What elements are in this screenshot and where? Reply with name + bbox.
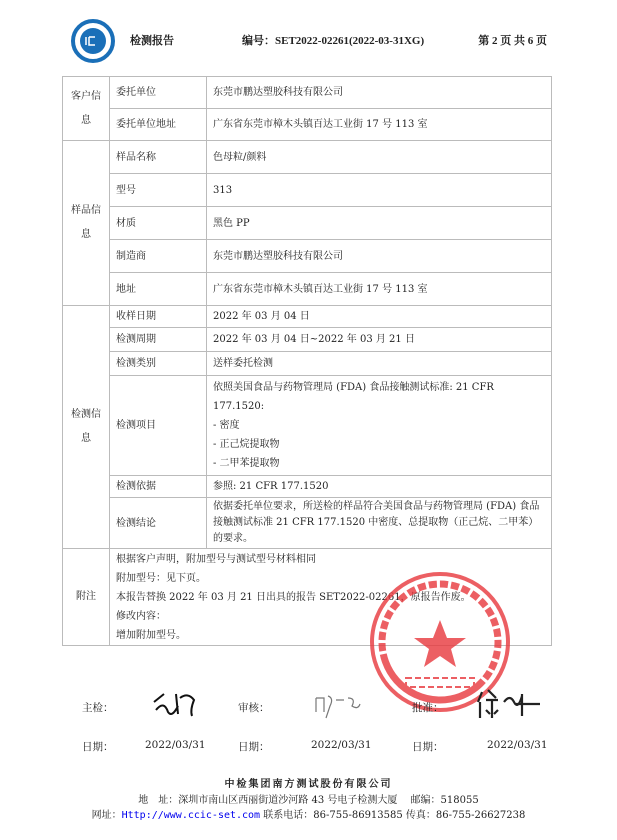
cell-value: 广东省东莞市樟木头镇百达工业街 17 号 113 室 xyxy=(207,109,552,141)
web-label: 网址： xyxy=(91,810,122,821)
phone-fax: 联系电话：86-755-86913585 传真：86-755-26627238 xyxy=(260,810,526,821)
group-customer: 客户信息 xyxy=(63,77,110,141)
approver-signature xyxy=(476,684,546,724)
report-title: 检测报告 xyxy=(130,35,174,47)
cell-label: 检测依据 xyxy=(110,476,207,498)
notes xyxy=(110,549,552,646)
cell-value: 依据委托单位要求，所送检的样品符合美国食品与药物管理局 (FDA) 食品接触测试标准 21 CFR 177.1520 中密度、总提取物（正己烷、二甲苯）的要求。 xyxy=(207,498,552,549)
report-number: 编号：SET2022-02261(2022-03-31XG) xyxy=(242,35,425,47)
cell-label: 材质 xyxy=(110,207,207,240)
cell-label: 检测类别 xyxy=(110,352,207,376)
reviewer-date: 2022/03/31 xyxy=(311,739,372,751)
cell-label: 检测项目 xyxy=(110,376,207,476)
page-number: 第 2 页 共 6 页 xyxy=(478,35,547,47)
group-sample: 样品信息 xyxy=(63,141,110,306)
cell-value: 黑色 PP xyxy=(207,207,552,240)
cell-label: 地址 xyxy=(110,273,207,306)
test-item: - 正己烷提取物 xyxy=(213,439,280,450)
report-table xyxy=(62,76,552,646)
reviewer-signature xyxy=(312,688,362,720)
cell-label: 制造商 xyxy=(110,240,207,273)
cell-value: 广东省东莞市樟木头镇百达工业街 17 号 113 室 xyxy=(207,273,552,306)
note-line: 根据客户声明，附加型号与测试型号材料相同 xyxy=(116,553,316,565)
website-link[interactable]: Http://www.ccic-set.com xyxy=(121,810,261,821)
cell-label: 型号 xyxy=(110,174,207,207)
cell-label: 检测结论 xyxy=(110,498,207,549)
note-line: 本报告替换 2022 年 03 月 21 日出具的报告 SET2022-02261，原报告作废。 xyxy=(116,591,471,603)
inspector-label: 主检： xyxy=(82,702,114,714)
test-item: - 密度 xyxy=(213,420,240,431)
note-line: 修改内容： xyxy=(116,610,166,622)
cell-value: 送样委托检测 xyxy=(207,352,552,376)
group-test: 检测信息 xyxy=(63,306,110,549)
cell-value: 2022 年 03 月 04 日 xyxy=(207,306,552,328)
date-label: 日期： xyxy=(82,741,114,753)
reviewer-label: 审核： xyxy=(238,702,270,714)
footer-company: 中检集团南方测试股份有限公司 xyxy=(224,779,393,790)
test-item: - 二甲苯提取物 xyxy=(213,458,280,469)
cell-value: 参照: 21 CFR 177.1520 xyxy=(207,476,552,498)
cell-value: 313 xyxy=(207,174,552,207)
cell-label: 样品名称 xyxy=(110,141,207,174)
footer-address: 地 址：深圳市南山区西丽街道沙河路 43 号电子检测大厦 邮编：518055 xyxy=(138,795,479,806)
note-line: 增加附加型号。 xyxy=(116,629,186,641)
cell-label: 检测周期 xyxy=(110,328,207,352)
approver-date: 2022/03/31 xyxy=(487,739,548,751)
inspector-date: 2022/03/31 xyxy=(145,739,206,751)
items-intro: 依照美国食品与药物管理局 (FDA) 食品接触测试标准: 21 CFR 177.1520: xyxy=(213,382,494,412)
footer-contact xyxy=(0,806,617,821)
cell-value: 东莞市鹏达塑胶科技有限公司 xyxy=(207,240,552,273)
cell-label: 委托单位 xyxy=(110,77,207,109)
cell-label: 委托单位地址 xyxy=(110,109,207,141)
cell-value: 2022 年 03 月 04 日~2022 年 03 月 21 日 xyxy=(207,328,552,352)
date-label: 日期： xyxy=(412,741,444,753)
note-line: 附加型号：见下页。 xyxy=(116,572,206,584)
group-notes: 附注 xyxy=(63,549,110,646)
approver-label: 批准： xyxy=(412,702,444,714)
cell-value: 色母粒/颜料 xyxy=(207,141,552,174)
cell-value: 东莞市鹏达塑胶科技有限公司 xyxy=(207,77,552,109)
cell-label: 收样日期 xyxy=(110,306,207,328)
date-label: 日期： xyxy=(238,741,270,753)
cic-logo xyxy=(70,18,116,64)
inspector-signature xyxy=(150,688,200,720)
test-items xyxy=(207,376,552,476)
